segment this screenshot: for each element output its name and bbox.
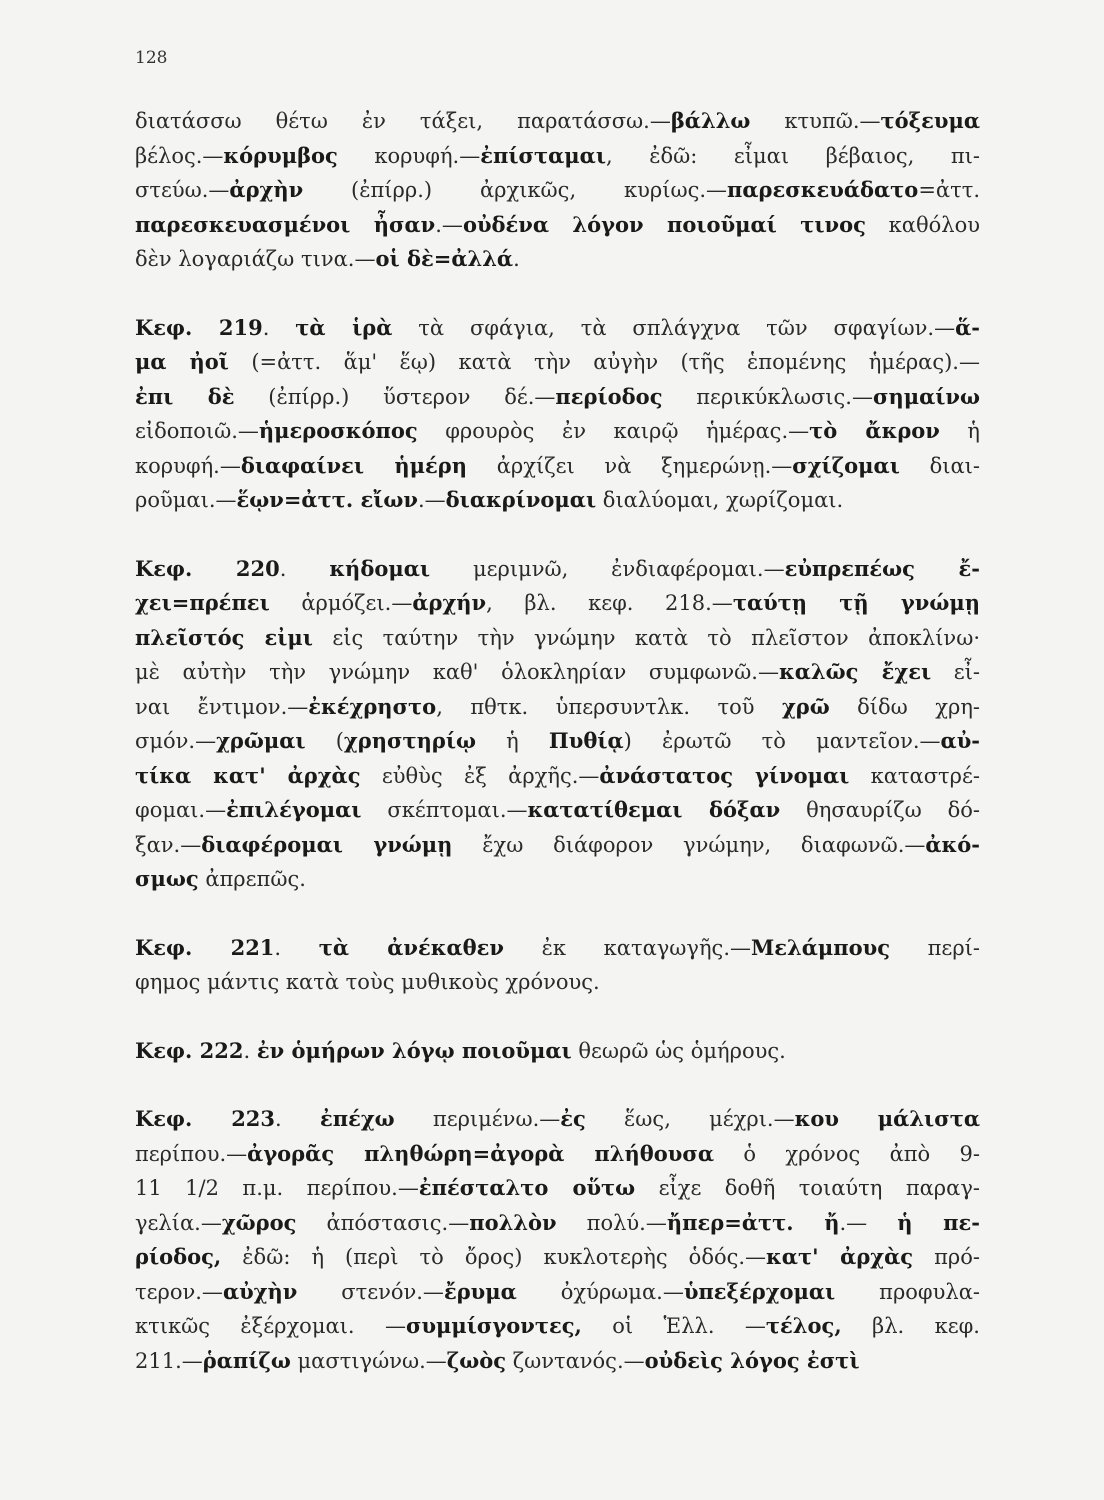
- text-line: στεύω.—ἀρχὴν (ἐπίρρ.) ἀρχικῶς, κυρίως.—παρεσκευάδατο=ἀττ.: [135, 177, 980, 202]
- text-line: 11 1/2 π.μ. περίπου.—ἐπέσταλτο οὕτω εἶχε δοθῆ τοιαύτη παραγ-: [135, 1175, 980, 1200]
- text-line: ροῦμαι.—ἕῳν=ἀττ. εἴων.—διακρίνομαι διαλύομαι, χωρίζομαι.: [135, 487, 844, 512]
- text-line: Κεφ. 223. ἐπέχω περιμένω.—ἐς ἕως, μέχρι.—κου μάλιστα: [135, 1106, 980, 1131]
- text-line: μὲ αὐτὴν τὴν γνώμην καθ' ὁλοκληρίαν συμφωνῶ.—καλῶς ἔχει εἶ-: [135, 659, 980, 684]
- text-line: Κεφ. 222. ἐν ὁμήρων λόγῳ ποιοῦμαι θεωρῶ ὡς ὁμήρους.: [135, 1037, 786, 1063]
- text-line: διατάσσω θέτω ἐν τάξει, παρατάσσω.—βάλλω κτυπῶ.—τόξευμα: [135, 108, 980, 133]
- text-line: δὲν λογαριάζω τινα.—οἱ δὲ=ἀλλά.: [135, 246, 520, 271]
- text-line: βέλος.—κόρυμβος κορυφή.—ἐπίσταμαι, ἐδῶ: εἶμαι βέβαιος, πι-: [135, 142, 980, 168]
- text-line: φημος μάντις κατὰ τοὺς μυθικοὺς χρόνους.: [135, 970, 600, 994]
- paragraph-gap: [135, 1068, 980, 1102]
- paragraph-gap: [135, 518, 980, 552]
- text-line: εἰδοποιῶ.—ἡμεροσκόπος φρουρὸς ἐν καιρῷ ἡμέρας.—τὸ ἄκρον ἡ: [135, 418, 980, 443]
- text-line: Κεφ. 221. τὰ ἀνέκαθεν ἐκ καταγωγῆς.—Μελάμπους περί-: [135, 934, 980, 960]
- text-line: πλεῖστός εἰμι εἰς ταύτην τὴν γνώμην κατὰ τὸ πλεῖστον ἀποκλίνω·: [135, 624, 980, 650]
- text-line: σμως ἀπρεπῶς.: [135, 866, 306, 891]
- text-line: σμόν.—χρῶμαι (χρηστηρίῳ ἡ Πυθίᾳ) ἐρωτῶ τὸ μαντεῖον.—αὐ-: [135, 728, 980, 753]
- text-line: χει=πρέπει ἁρμόζει.—ἀρχήν, βλ. κεφ. 218.—ταύτῃ τῇ γνώμῃ: [135, 590, 980, 615]
- text-line: κτικῶς ἐξέρχομαι. —συμμίσγοντες, οἱ Ἑλλ. —τέλος, βλ. κεφ.: [135, 1313, 980, 1338]
- paragraph-gap: [135, 1000, 980, 1034]
- page-number: 128: [135, 48, 168, 68]
- text-line: τίκα κατ' ἀρχὰς εὐθὺς ἐξ ἀρχῆς.—ἀνάστατος γίνομαι καταστρέ-: [135, 762, 980, 788]
- text-line: γελία.—χῶρος ἀπόστασις.—πολλὸν πολύ.—ἤπερ=ἀττ. ἤ.— ἡ πε-: [135, 1209, 981, 1235]
- paragraph-gap: [135, 897, 980, 931]
- text-line: ρίοδος, ἐδῶ: ἡ (περὶ τὸ ὄρος) κυκλοτερὴς ὁδός.—κατ' ἀρχὰς πρό-: [135, 1244, 981, 1269]
- text-line: περίπου.—ἀγορᾶς πληθώρη=ἀγορὰ πλήθουσα ὁ χρόνος ἀπὸ 9-: [135, 1140, 981, 1166]
- text-line: ναι ἔντιμον.—ἐκέχρηστο, πθτκ. ὑπερσυντλκ. τοῦ χρῶ δίδω χρη-: [135, 693, 980, 719]
- text-line: ξαν.—διαφέρομαι γνώμῃ ἔχω διάφορον γνώμην, διαφωνῶ.—ἀκό-: [135, 831, 981, 857]
- text-line: παρεσκευασμένοι ἦσαν.—οὐδένα λόγον ποιοῦμαί τινος καθόλου: [135, 211, 980, 237]
- text-line: μα ἠοῖ (=ἀττ. ἅμ' ἕῳ) κατὰ τὴν αὐγὴν (τῆς ἑπομένης ἡμέρας).—: [135, 349, 980, 374]
- text-line: ἐπι δὲ (ἐπίρρ.) ὕστερον δέ.—περίοδος περικύκλωσις.—σημαίνω: [135, 383, 980, 409]
- text-line: Κεφ. 220. κήδομαι μεριμνῶ, ἐνδιαφέρομαι.—εὐπρεπέως ἔ-: [135, 555, 980, 581]
- text-line: κορυφή.—διαφαίνει ἡμέρη ἀρχίζει νὰ ξημερώνῃ.—σχίζομαι διαι-: [135, 452, 980, 478]
- text-line: φομαι.—ἐπιλέγομαι σκέπτομαι.—κατατίθεμαι δόξαν θησαυρίζω δό-: [135, 797, 980, 822]
- text-line: τερον.—αὐχὴν στενόν.—ἔρυμα ὀχύρωμα.—ὑπεξέρχομαι προφυλα-: [135, 1278, 980, 1304]
- text-line: Κεφ. 219. τὰ ἱρὰ τὰ σφάγια, τὰ σπλάγχνα τῶν σφαγίων.—ἅ-: [135, 314, 981, 340]
- commentary-text: [135, 104, 980, 1378]
- text-line: 211.—ῥαπίζω μαστιγώνω.—ζωὸς ζωντανός.—οὐδεὶς λόγος ἐστὶ: [135, 1347, 860, 1373]
- paragraph-gap: [135, 277, 980, 311]
